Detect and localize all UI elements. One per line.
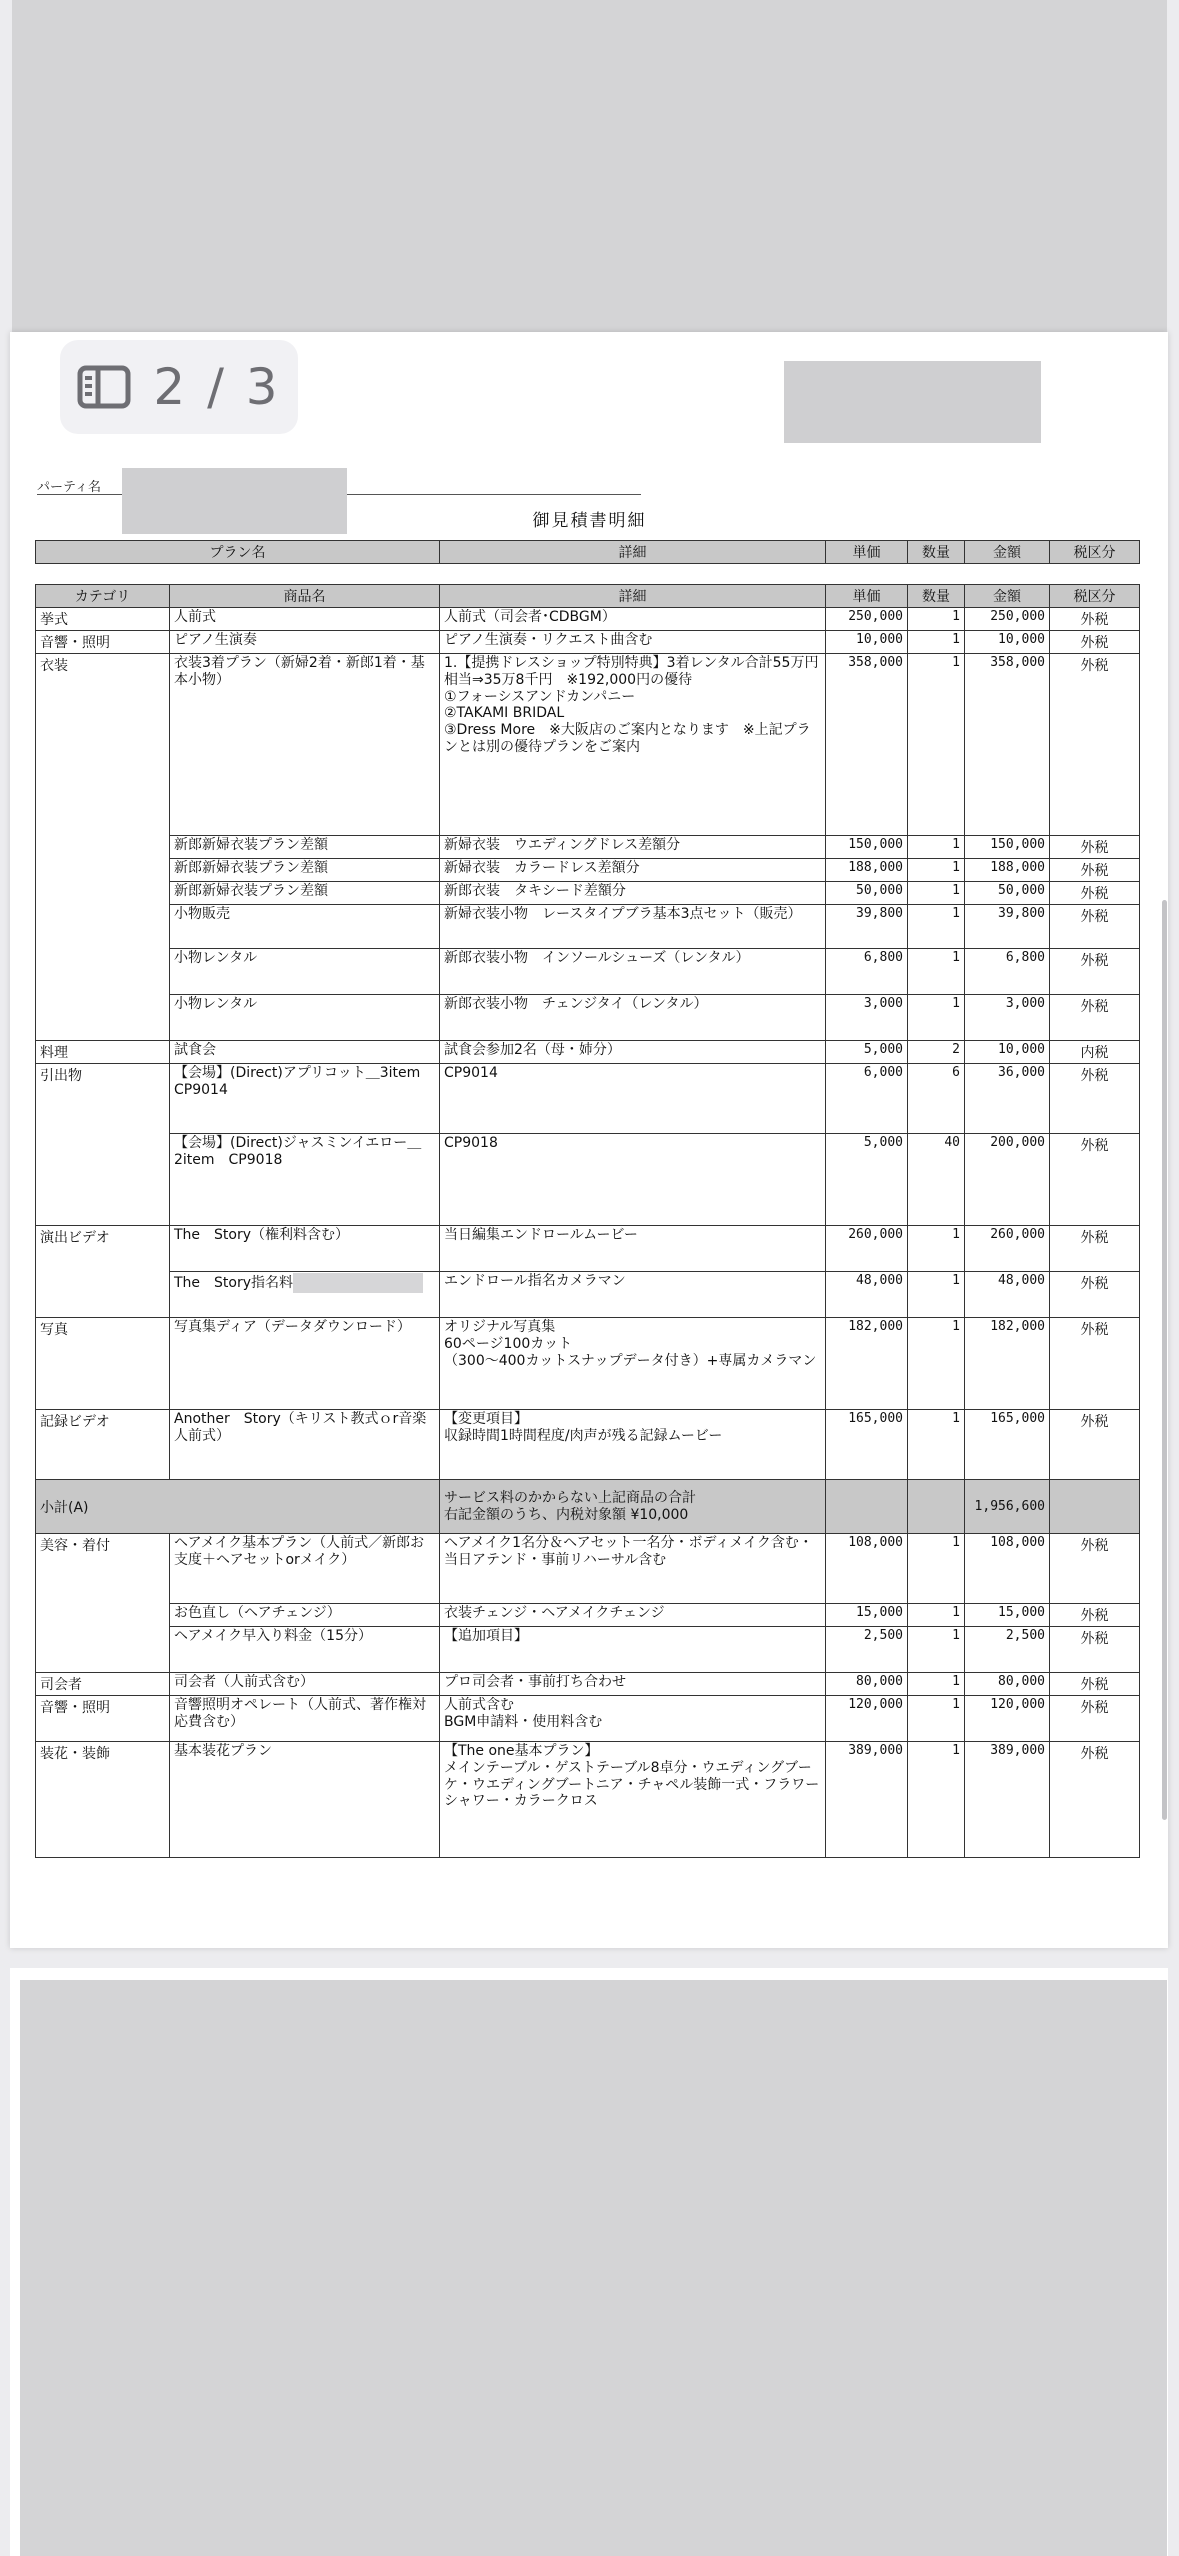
header-amount-2: 金額: [965, 585, 1050, 608]
unit-price-cell: 358,000: [826, 654, 908, 836]
unit-price-cell: 80,000: [826, 1673, 908, 1696]
unit-price-cell: 120,000: [826, 1696, 908, 1742]
header-plan-name: プラン名: [36, 541, 440, 564]
tax-cell: 外税: [1050, 1673, 1140, 1696]
amount-cell: 36,000: [965, 1064, 1050, 1134]
document-title: 御見積書明細: [532, 511, 647, 531]
product-cell: 【会場】(Direct)アプリコット＿3item CP9014: [170, 1064, 440, 1134]
detail-cell: 新郎衣装小物 インソールシューズ（レンタル）: [440, 949, 826, 995]
qty-cell: 1: [908, 836, 965, 859]
tax-cell: 外税: [1050, 1064, 1140, 1134]
category-cell: 美容・着付: [36, 1534, 170, 1673]
unit-price-cell: 389,000: [826, 1742, 908, 1858]
tax-cell: 外税: [1050, 1134, 1140, 1226]
table-row: [36, 882, 1140, 905]
page-indicator-text: 2 / 3: [153, 358, 281, 416]
tax-cell: 外税: [1050, 1272, 1140, 1318]
subtotal-detail: サービス料のかからない上記商品の合計 右記金額のうち、内税対象額 ¥10,000: [440, 1480, 826, 1534]
amount-cell: 48,000: [965, 1272, 1050, 1318]
product-cell: 小物販売: [170, 905, 440, 949]
amount-cell: 108,000: [965, 1534, 1050, 1604]
tax-cell: 外税: [1050, 1627, 1140, 1673]
table-row: [36, 995, 1140, 1041]
unit-price-cell: 165,000: [826, 1410, 908, 1480]
product-cell: ヘアメイク早入り料金（15分）: [170, 1627, 440, 1673]
category-cell: 音響・照明: [36, 631, 170, 654]
amount-cell: 2,500: [965, 1627, 1050, 1673]
tax-cell: 外税: [1050, 905, 1140, 949]
detail-cell: CP9018: [440, 1134, 826, 1226]
unit-price-cell: 108,000: [826, 1534, 908, 1604]
detail-cell: 1.【提携ドレスショップ特別特典】3着レンタル合計55万円相当⇒35万8千円 ※192,000円の優待 ①フォーシスアンドカンパニー ②TAKAMI BRIDAL ③Dress More ※大阪店のご案内となります ※上記プランとは別の優待プランをご案内: [440, 654, 826, 836]
unit-price-cell: 6,800: [826, 949, 908, 995]
product-cell: ヘアメイク基本プラン（人前式／新郎お支度＋ヘアセットorメイク）: [170, 1534, 440, 1604]
detail-cell: 人前式含む BGM申請料・使用料含む: [440, 1696, 826, 1742]
category-cell: 料理: [36, 1041, 170, 1064]
redacted-header-area: [12, 0, 1167, 332]
header-category: カテゴリ: [36, 585, 170, 608]
table-row: [36, 1064, 1140, 1134]
product-cell: 写真集ディア（データダウンロード）: [170, 1318, 440, 1410]
table-row: [36, 1318, 1140, 1410]
unit-price-cell: 150,000: [826, 836, 908, 859]
table-row: [36, 1410, 1140, 1480]
header-unit-price-2: 単価: [826, 585, 908, 608]
detail-cell: オリジナル写真集 60ページ100カット （300～400カットスナップデータ付き）+専属カメラマン: [440, 1318, 826, 1410]
redacted-footer-area: [20, 1980, 1167, 2556]
tax-cell: 外税: [1050, 949, 1140, 995]
tax-cell: 外税: [1050, 859, 1140, 882]
product-cell: 小物レンタル: [170, 949, 440, 995]
amount-cell: 389,000: [965, 1742, 1050, 1858]
estimate-items-table: [35, 584, 1140, 1858]
detail-cell: エンドロール指名カメラマン: [440, 1272, 826, 1318]
unit-price-cell: 48,000: [826, 1272, 908, 1318]
product-cell: ピアノ生演奏: [170, 631, 440, 654]
qty-cell: 1: [908, 1627, 965, 1673]
detail-cell: 新婦衣装 カラードレス差額分: [440, 859, 826, 882]
header-product: 商品名: [170, 585, 440, 608]
unit-price-cell: 15,000: [826, 1604, 908, 1627]
qty-cell: 1: [908, 1534, 965, 1604]
amount-cell: 39,800: [965, 905, 1050, 949]
unit-price-cell: 6,000: [826, 1064, 908, 1134]
amount-cell: 150,000: [965, 836, 1050, 859]
product-cell: 衣装3着プラン（新婦2着・新郎1着・基本小物）: [170, 654, 440, 836]
unit-price-cell: 5,000: [826, 1041, 908, 1064]
detail-cell: 新婦衣装小物 レースタイプブラ基本3点セット（販売）: [440, 905, 826, 949]
header-detail-2: 詳細: [440, 585, 826, 608]
category-cell: 引出物: [36, 1064, 170, 1226]
qty-cell: 1: [908, 1272, 965, 1318]
detail-cell: ヘアメイク1名分＆ヘアセット一名分・ボディメイク含む・当日アテンド・事前リハーサル含む: [440, 1534, 826, 1604]
qty-cell: 1: [908, 905, 965, 949]
amount-cell: 50,000: [965, 882, 1050, 905]
redacted-box: [784, 361, 1041, 443]
rows-section-1: [36, 608, 1140, 1480]
amount-cell: 165,000: [965, 1410, 1050, 1480]
product-cell: 【会場】(Direct)ジャスミンイエロー＿2item CP9018: [170, 1134, 440, 1226]
unit-price-cell: 250,000: [826, 608, 908, 631]
table-row: [36, 1226, 1140, 1272]
table-row: [36, 631, 1140, 654]
detail-cell: 【The one基本プラン】 メインテーブル・ゲストテーブル8卓分・ウエディングブーケ・ウエディングブートニア・チャペル装飾一式・フラワーシャワー・カラークロス: [440, 1742, 826, 1858]
tax-cell: 外税: [1050, 608, 1140, 631]
header-qty: 数量: [908, 541, 965, 564]
tax-cell: 内税: [1050, 1041, 1140, 1064]
table-row: [36, 1604, 1140, 1627]
amount-cell: 120,000: [965, 1696, 1050, 1742]
table-row: [36, 1627, 1140, 1673]
qty-cell: 1: [908, 1673, 965, 1696]
detail-cell: 【追加項目】: [440, 1627, 826, 1673]
party-name-label: パーティ名: [37, 480, 101, 495]
header-tax: 税区分: [1050, 541, 1140, 564]
product-cell: 司会者（人前式含む）: [170, 1673, 440, 1696]
amount-cell: 188,000: [965, 859, 1050, 882]
product-cell: 人前式: [170, 608, 440, 631]
unit-price-cell: 50,000: [826, 882, 908, 905]
product-cell: 試食会: [170, 1041, 440, 1064]
unit-price-cell: 3,000: [826, 995, 908, 1041]
qty-cell: 1: [908, 949, 965, 995]
header-detail: 詳細: [440, 541, 826, 564]
detail-cell: CP9014: [440, 1064, 826, 1134]
product-cell: お色直し（ヘアチェンジ）: [170, 1604, 440, 1627]
tax-cell: 外税: [1050, 882, 1140, 905]
qty-cell: 1: [908, 1696, 965, 1742]
detail-cell: 【変更項目】 収録時間1時間程度/肉声が残る記録ムービー: [440, 1410, 826, 1480]
table-row: [36, 859, 1140, 882]
amount-cell: 10,000: [965, 631, 1050, 654]
header-amount: 金額: [965, 541, 1050, 564]
header-tax-2: 税区分: [1050, 585, 1140, 608]
tax-cell: 外税: [1050, 1226, 1140, 1272]
category-cell: 演出ビデオ: [36, 1226, 170, 1318]
tax-cell: 外税: [1050, 631, 1140, 654]
qty-cell: 1: [908, 1742, 965, 1858]
header-qty-2: 数量: [908, 585, 965, 608]
table-row: [36, 1041, 1140, 1064]
subtotal-amount: 1,956,600: [965, 1480, 1050, 1534]
tax-cell: 外税: [1050, 654, 1140, 836]
subtotal-row: [36, 1480, 1140, 1534]
tax-cell: 外税: [1050, 1318, 1140, 1410]
qty-cell: 1: [908, 995, 965, 1041]
subtotal-label: 小計(A): [36, 1480, 440, 1534]
detail-cell: 新郎衣装小物 チェンジタイ（レンタル）: [440, 995, 826, 1041]
product-cell: 新郎新婦衣装プラン差額: [170, 859, 440, 882]
header-unit-price: 単価: [826, 541, 908, 564]
unit-price-cell: 10,000: [826, 631, 908, 654]
detail-cell: 新婦衣装 ウエディングドレス差額分: [440, 836, 826, 859]
product-cell: 基本装花プラン: [170, 1742, 440, 1858]
tax-cell: 外税: [1050, 1696, 1140, 1742]
redacted-name: [293, 1273, 423, 1293]
product-cell: The Story（権利料含む）: [170, 1226, 440, 1272]
category-cell: 音響・照明: [36, 1696, 170, 1742]
tax-cell: 外税: [1050, 995, 1140, 1041]
category-cell: 挙式: [36, 608, 170, 631]
detail-cell: 新郎衣装 タキシード差額分: [440, 882, 826, 905]
unit-price-cell: 5,000: [826, 1134, 908, 1226]
unit-price-cell: 182,000: [826, 1318, 908, 1410]
qty-cell: 1: [908, 1226, 965, 1272]
amount-cell: 182,000: [965, 1318, 1050, 1410]
tax-cell: 外税: [1050, 1534, 1140, 1604]
amount-cell: 10,000: [965, 1041, 1050, 1064]
detail-cell: プロ司会者・事前打ち合わせ: [440, 1673, 826, 1696]
table-row: [36, 1696, 1140, 1742]
table-row: [36, 1742, 1140, 1858]
product-cell: The Story指名料: [170, 1272, 440, 1318]
scrollbar[interactable]: [1162, 900, 1167, 1820]
product-cell: 小物レンタル: [170, 995, 440, 1041]
table-row: [36, 905, 1140, 949]
category-cell: 装花・装飾: [36, 1742, 170, 1858]
category-cell: 司会者: [36, 1673, 170, 1696]
unit-price-cell: 260,000: [826, 1226, 908, 1272]
unit-price-cell: 39,800: [826, 905, 908, 949]
sidebar-icon: [77, 365, 131, 409]
product-cell: 新郎新婦衣装プラン差額: [170, 882, 440, 905]
table-row: [36, 608, 1140, 631]
amount-cell: 6,800: [965, 949, 1050, 995]
table-row: [36, 949, 1140, 995]
qty-cell: 1: [908, 1318, 965, 1410]
tax-cell: 外税: [1050, 1604, 1140, 1627]
amount-cell: 15,000: [965, 1604, 1050, 1627]
qty-cell: 2: [908, 1041, 965, 1064]
product-cell: 新郎新婦衣装プラン差額: [170, 836, 440, 859]
detail-cell: ピアノ生演奏・リクエスト曲含む: [440, 631, 826, 654]
plan-header-table: [35, 540, 1140, 564]
unit-price-cell: 188,000: [826, 859, 908, 882]
table-row: [36, 836, 1140, 859]
amount-cell: 260,000: [965, 1226, 1050, 1272]
qty-cell: 1: [908, 654, 965, 836]
qty-cell: 1: [908, 859, 965, 882]
amount-cell: 200,000: [965, 1134, 1050, 1226]
product-cell: 音響照明オペレート（人前式、著作権対応費含む）: [170, 1696, 440, 1742]
product-cell: Another Story（キリスト教式ｏr音楽人前式）: [170, 1410, 440, 1480]
qty-cell: 40: [908, 1134, 965, 1226]
qty-cell: 1: [908, 631, 965, 654]
rows-section-2: [36, 1534, 1140, 1858]
page-indicator[interactable]: [60, 340, 298, 434]
table-row: [36, 1134, 1140, 1226]
qty-cell: 1: [908, 1604, 965, 1627]
tax-cell: 外税: [1050, 1742, 1140, 1858]
amount-cell: 80,000: [965, 1673, 1050, 1696]
category-cell: 写真: [36, 1318, 170, 1410]
qty-cell: 6: [908, 1064, 965, 1134]
qty-cell: 1: [908, 882, 965, 905]
table-row: [36, 654, 1140, 836]
detail-cell: 人前式（司会者･CDBGM）: [440, 608, 826, 631]
table-row: [36, 1272, 1140, 1318]
tax-cell: 外税: [1050, 836, 1140, 859]
amount-cell: 358,000: [965, 654, 1050, 836]
qty-cell: 1: [908, 608, 965, 631]
detail-cell: 当日編集エンドロールムービー: [440, 1226, 826, 1272]
table-row: [36, 1673, 1140, 1696]
qty-cell: 1: [908, 1410, 965, 1480]
tax-cell: 外税: [1050, 1410, 1140, 1480]
unit-price-cell: 2,500: [826, 1627, 908, 1673]
detail-cell: 衣装チェンジ・ヘアメイクチェンジ: [440, 1604, 826, 1627]
category-cell: 衣装: [36, 654, 170, 1041]
amount-cell: 250,000: [965, 608, 1050, 631]
table-row: [36, 1534, 1140, 1604]
category-cell: 記録ビデオ: [36, 1410, 170, 1480]
amount-cell: 3,000: [965, 995, 1050, 1041]
detail-cell: 試食会参加2名（母・姉分）: [440, 1041, 826, 1064]
